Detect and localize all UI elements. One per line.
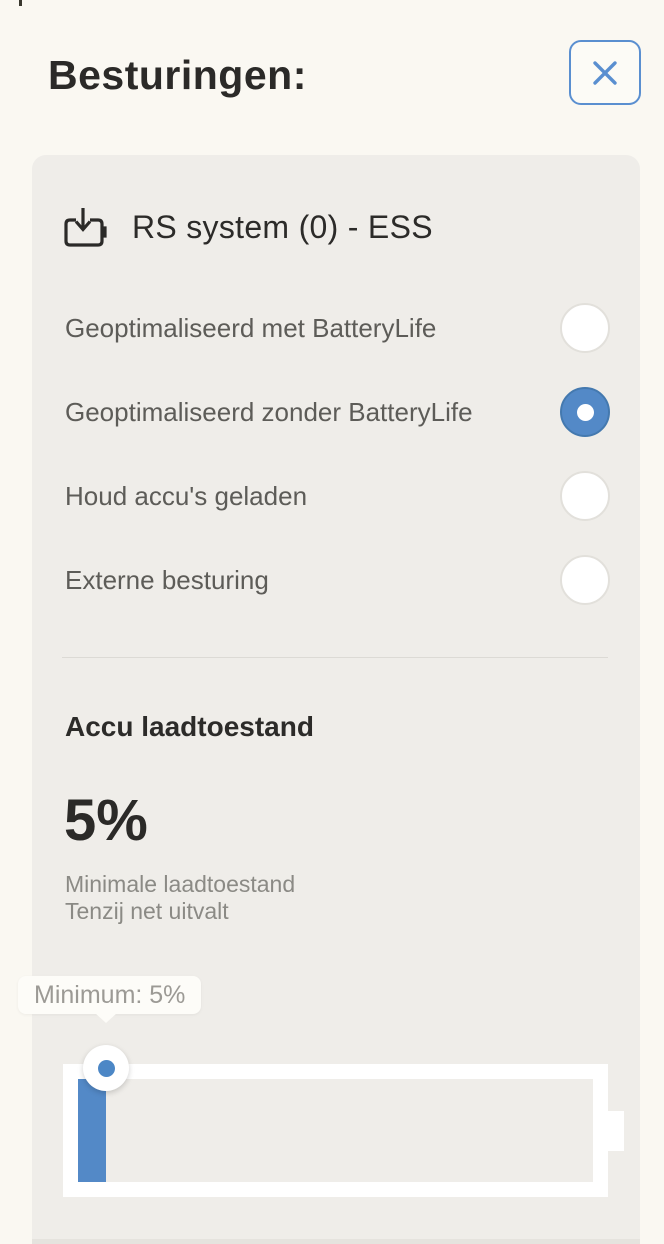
- soc-description: [65, 871, 295, 925]
- ess-mode-option-label: Externe besturing: [65, 564, 269, 595]
- page-title: Besturingen:: [48, 52, 307, 98]
- system-title: RS system (0) - ESS: [132, 208, 433, 245]
- battery-terminal-nub: [608, 1111, 624, 1151]
- card-bottom-strip: [32, 1239, 640, 1244]
- slider-handle-dot: [98, 1060, 115, 1077]
- section-divider: [62, 657, 608, 658]
- soc-description-line2: Tenzij net uitvalt: [65, 898, 229, 924]
- ess-mode-option[interactable]: [65, 387, 610, 437]
- battery-outline: [63, 1064, 608, 1197]
- slider-tooltip: Minimum: 5%: [18, 976, 201, 1014]
- soc-description-line1: Minimale laadtoestand: [65, 871, 296, 897]
- slider-tooltip-pointer: [95, 1013, 117, 1023]
- battery-soc-fill: [78, 1079, 106, 1182]
- ess-mode-option[interactable]: [65, 303, 610, 353]
- soc-minimum-value: 5%: [64, 788, 148, 853]
- ess-mode-option[interactable]: [65, 555, 610, 605]
- ess-mode-option-label: Houd accu's geladen: [65, 480, 308, 511]
- screen-edge-tick: [19, 0, 22, 6]
- close-x-icon: [590, 58, 620, 88]
- soc-section-heading: Accu laadtoestand: [65, 711, 314, 742]
- ess-mode-option[interactable]: [65, 471, 610, 521]
- ess-mode-option-label: Geoptimaliseerd met BatteryLife: [65, 312, 437, 343]
- radio-button[interactable]: [560, 387, 610, 437]
- radio-button[interactable]: [560, 471, 610, 521]
- radio-selected-dot: [577, 404, 594, 421]
- close-button[interactable]: [569, 40, 641, 105]
- card-header: [62, 203, 433, 251]
- battery-download-icon: [62, 203, 110, 251]
- radio-button[interactable]: [560, 303, 610, 353]
- ess-mode-option-label: Geoptimaliseerd zonder BatteryLife: [65, 396, 473, 427]
- soc-slider-handle[interactable]: [83, 1045, 129, 1091]
- radio-button[interactable]: [560, 555, 610, 605]
